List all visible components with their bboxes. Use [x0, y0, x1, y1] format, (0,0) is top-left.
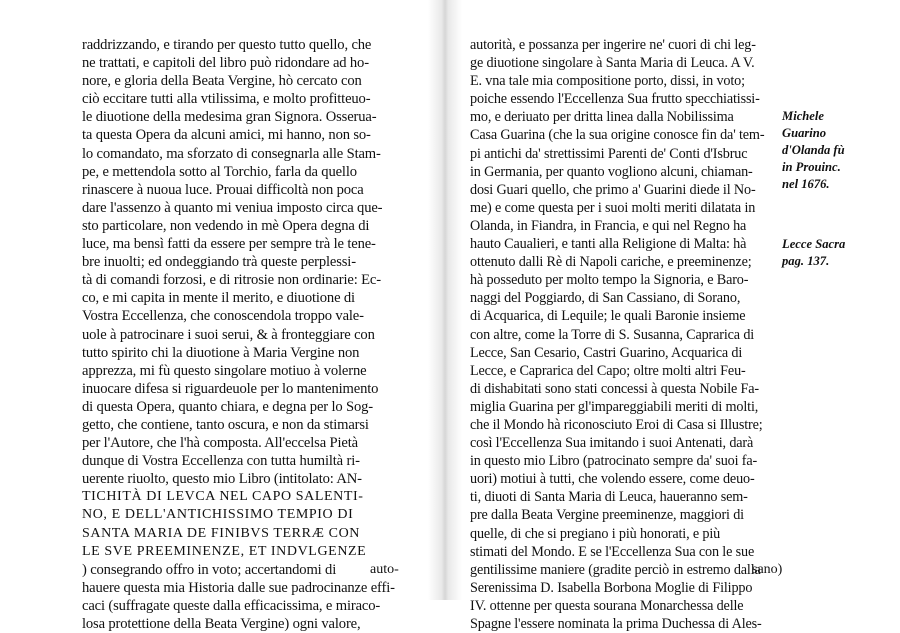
right-line-9: dosi Guari quello, che primo a' Guarini diede il No- — [470, 181, 756, 198]
right-line-29: stimati del Mondo. E se l'Eccellenza Sua con le sue — [470, 543, 755, 560]
right-line-10: me) e come questa per i suoi molti meriti dilatata in — [470, 199, 756, 216]
right-page — [470, 36, 772, 633]
left-line-12: luce, ma bensì fatti da essere per sempre trà le tene- — [82, 236, 376, 253]
left-line-10: dare l'assenzo à quanto mi veniua imposto circa que- — [82, 199, 383, 216]
left-line-31: hauere questa mia Historia dalle sue padrocinanze effi- — [82, 579, 395, 596]
left-line-21: di questa Opera, quanto chiara, e degna per lo Sog- — [82, 398, 374, 415]
right-line-28: quelle, di che si pregiano i più honorati, e più — [470, 525, 721, 542]
left-line-11: sto particolare, non vedendo in mè Opera degna di — [82, 217, 370, 234]
book-gutter — [428, 0, 462, 600]
marginal-note-line: nel 1676. — [782, 177, 830, 191]
left-line-23: per l'Autore, che l'hà composta. All'eccelsa Pietà — [82, 435, 358, 452]
left-line-20: inuocare difesa si riguardeuole per lo mantenimento — [82, 380, 379, 397]
left-line-7: lo comandato, ma sforzato di consegnarla alle Stam- — [82, 145, 381, 162]
right-line-30: gentilissime maniere (gradite perciò in estremo dalla — [470, 561, 761, 578]
left-line-18: tutto spirito chi la diuotione à Maria Vergine non — [82, 344, 360, 361]
right-line-20: di dishabitati sono stati concessi à questa Nobile Fa- — [470, 380, 759, 397]
right-line-12: hauto Caualieri, e tanti alla Religione di Malta: hà — [470, 236, 747, 253]
right-line-19: Lecce, e Caprarica del Capo; oltre molti altri Feu- — [470, 362, 746, 379]
left-line-2: ne trattati, e capitoli del libro può ridondare ad ho- — [82, 55, 369, 72]
left-page — [82, 36, 432, 633]
right-line-26: ti, diuoti di Santa Maria di Leuca, haueranno sem- — [470, 489, 748, 506]
marginal-note-lecce-sacra — [782, 236, 900, 270]
marginal-note-guarino — [782, 108, 900, 193]
marginal-note-line: d'Olanda fù — [782, 143, 845, 157]
right-line-23: così l'Eccellenza Sua imitando i suoi Antenati, darà — [470, 435, 754, 452]
right-line-14: hà posseduto per molto tempo la Signoria, e Baro- — [470, 272, 749, 289]
marginal-note-line: pag. 137. — [782, 254, 830, 268]
left-line-13: bre inuolti; ed ondeggiando trà queste perplessi- — [82, 254, 356, 271]
left-line-28: SANTA MARIA DE FINIBVS TERRÆ CON — [82, 525, 361, 541]
right-line-24: in questo mio Libro (patrocinato sempre da' suoi fa- — [470, 453, 758, 470]
right-line-32: IV. ottenne per questa sourana Monarchessa delle — [470, 597, 744, 614]
right-line-22: che il Mondo hà riconosciuto Eroi di Casa si Illustre; — [470, 416, 763, 433]
left-line-25: uerente riuolto, questo mio Libro (intitolato: AN- — [82, 471, 362, 488]
right-line-8: in Germania, per quanto vogliono alcuni, chiaman- — [470, 163, 753, 180]
right-line-7: pi antichi da' strettissimi Parenti de' Conti d'Isbruc — [470, 145, 748, 162]
right-line-11: Olanda, in Fiandra, in Francia, e qui nel Regno ha — [470, 217, 747, 234]
left-line-8: pe, e mettendola sotto al Torchio, farla da quello — [82, 163, 357, 180]
left-line-17: uole à patrocinare i suoi serui, & à fronteggiare con — [82, 326, 375, 343]
right-line-16: di Acquarica, di Lequile; le quali Baronie insieme — [470, 308, 746, 325]
right-line-27: pre dalla Beata Vergine preeminenze, maggiori di — [470, 507, 744, 524]
left-line-26: TICHITÀ DI LEVCA NEL CAPO SALENTI- — [82, 489, 364, 505]
right-line-21: miglia Guarina per gl'impareggiabili meriti di molti, — [470, 398, 759, 415]
right-line-5: mo, e deriuato per dritta linea dalla Nobilissima — [470, 109, 734, 126]
marginal-note-line: Lecce Sacra — [782, 237, 846, 251]
left-line-29: LE SVE PREEMINENZE, ET INDVLGENZE — [82, 543, 367, 559]
left-line-3: nore, e gloria della Beata Vergine, hò cercato con — [82, 73, 362, 90]
right-line-1: autorità, e possanza per ingerire ne' cuori di chi leg- — [470, 37, 756, 53]
right-line-17: con altre, come la Torre di S. Susanna, Caprarica di — [470, 326, 755, 343]
marginal-note-line: Michele — [782, 109, 824, 123]
left-line-24: dunque di Vostra Eccellenza con tutta humiltà ri- — [82, 453, 360, 470]
left-line-6: ta questa Opera da alcuni amici, mi hanno, non so- — [82, 127, 371, 144]
right-line-18: Lecce, San Cesario, Castri Guarino, Acquarica di — [470, 344, 743, 361]
left-line-19: apprezza, mi fù questo singolare motiuo à volerne — [82, 362, 367, 379]
left-line-27: NO, E DELL'ANTICHISSIMO TEMPIO DI — [82, 507, 354, 523]
left-line-30: ) consegrando offro in voto; accertandomi di — [82, 561, 337, 578]
left-line-32: caci (suffragate queste dalla efficacissima, e miraco- — [82, 597, 381, 614]
right-line-13: ottenuto dalli Rè di Napoli cariche, e preeminenze; — [470, 254, 752, 271]
left-line-22: getto, che contiene, tanto oscura, e non da stimarsi — [82, 416, 369, 433]
right-line-2: ge diuotione singolare à Santa Maria di Leuca. A V. — [470, 55, 755, 72]
marginal-note-line: in Prouinc. — [782, 160, 841, 174]
left-line-5: le diuotione della medesima gran Signora. Osserua- — [82, 109, 377, 126]
left-line-9: rinascere à nuoua luce. Prouai difficoltà non poca — [82, 181, 364, 198]
left-line-14: tà di comandi forzosi, e di ritrosie non ordinarie: Ec- — [82, 272, 381, 289]
left-line-16: Vostra Eccellenza, che conoscendola troppo vale- — [82, 308, 364, 325]
right-line-6: Casa Guarina (che la sua origine conosce fin da' tem- — [470, 127, 765, 144]
left-line-33: losa protettione della Beata Vergine) ogni valore, — [82, 616, 361, 632]
left-line-15: co, e mi capita in mente il merito, e diuotione di — [82, 290, 355, 307]
right-line-33: Spagne l'essere nominata la prima Duchessa di Ales- — [470, 616, 762, 632]
left-catchword: auto- — [370, 562, 399, 577]
right-line-3: E. vna tale mia compositione porto, dissi, in voto; — [470, 73, 745, 90]
right-line-31: Serenissima D. Isabella Borbona Moglie di Filippo — [470, 579, 753, 596]
left-line-4: ciò eccitare tutti alla vtilissima, e molto profitteuo- — [82, 91, 371, 108]
left-line-1: raddrizzando, e tirando per questo tutto quello, che — [82, 37, 372, 53]
right-catchword: sano) — [752, 562, 783, 577]
right-line-15: naggi del Poggiardo, di San Cassiano, di Sorano, — [470, 290, 741, 307]
marginal-note-line: Guarino — [782, 126, 827, 140]
right-line-4: poiche essendo l'Eccellenza Sua frutto specchiatissi- — [470, 91, 760, 108]
right-line-25: uori) motiui à tutti, che volendo essere, come deuo- — [470, 471, 755, 488]
